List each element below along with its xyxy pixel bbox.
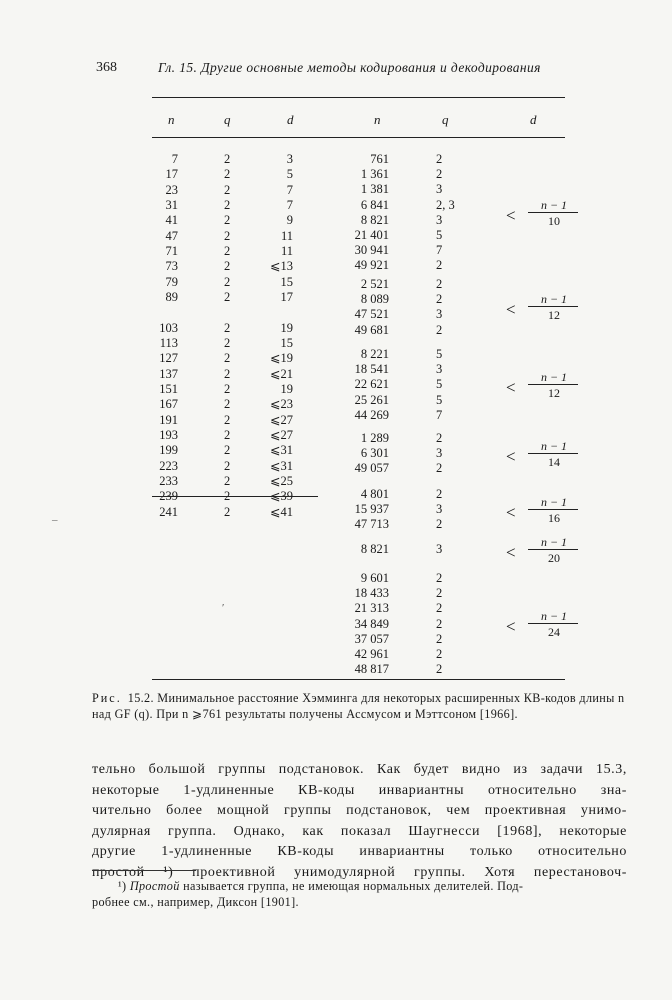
- table-cell: 2 521: [360, 277, 389, 291]
- table-cell: 6 841: [360, 197, 389, 212]
- fraction-bar: [528, 509, 578, 510]
- table-cell: 2: [224, 489, 231, 504]
- table-cell: 2: [436, 277, 443, 291]
- table-cell: 2: [436, 571, 443, 585]
- distance-bound-fraction: [506, 370, 586, 400]
- table-cell: 2: [224, 504, 231, 519]
- table-cell: 2: [224, 474, 231, 488]
- table-cell: ⩽21: [270, 366, 293, 381]
- table-cell: 8 221: [360, 347, 389, 361]
- table-cell: 2: [436, 586, 443, 601]
- table-cell: 3: [436, 182, 443, 197]
- table-cell: 6 301: [360, 446, 389, 461]
- footnote-marker: ¹): [118, 879, 127, 893]
- table-cell: 41: [165, 213, 178, 228]
- table-cell: 2: [224, 366, 231, 381]
- table-cell: 2: [436, 601, 443, 616]
- fraction-numerator: n − 1: [540, 438, 568, 453]
- table-cell: 127: [159, 351, 178, 366]
- table-cell: 2: [224, 458, 231, 473]
- less-than-symbol: <: [506, 446, 516, 466]
- table-cell: 233: [159, 474, 178, 488]
- table-cell: 2: [436, 152, 443, 166]
- table-cell: 223: [159, 458, 178, 473]
- table-cell: 8 089: [360, 292, 389, 307]
- distance-bound-fraction: [506, 439, 586, 469]
- table-cell: ⩽41: [270, 504, 293, 519]
- table-cell: 3: [436, 542, 443, 556]
- table-cell: 3: [436, 307, 443, 322]
- table-cell: 761: [370, 152, 389, 166]
- fraction-bar: [528, 623, 578, 624]
- body-line: тельно большой группы подстановок. Как будет видно из задачи 15.3,: [92, 762, 627, 777]
- table-cell: 3: [436, 362, 443, 377]
- table-cell: 9 601: [360, 571, 389, 585]
- table-cell: 18 433: [354, 586, 389, 601]
- fraction-numerator: n − 1: [540, 494, 568, 509]
- table-cell: 2: [224, 412, 231, 427]
- table-cell: 17: [165, 167, 178, 182]
- table-cell: 2: [436, 487, 443, 501]
- fraction-numerator: n − 1: [540, 609, 568, 624]
- fraction-denominator: 24: [548, 625, 560, 640]
- column-header: n: [168, 112, 175, 127]
- table-cell: 2: [224, 167, 231, 182]
- table-cell: 25 261: [354, 392, 389, 407]
- table-cell: 15: [280, 335, 293, 350]
- table-cell: 2: [436, 662, 443, 677]
- distance-bound-fraction: [506, 609, 586, 639]
- table-cell: 2: [224, 290, 231, 305]
- table-cell: 7: [286, 198, 293, 213]
- table-cell: ⩽23: [270, 397, 293, 412]
- table-bottom-rule: [152, 679, 565, 680]
- footnote: [92, 878, 627, 910]
- table-cell: 2: [224, 213, 231, 228]
- table-cell: 2: [224, 259, 231, 274]
- table-cell: ⩽25: [270, 474, 293, 488]
- table-cell: 193: [159, 427, 178, 442]
- table-cell: 21 401: [354, 228, 389, 242]
- distance-bound-fraction: [506, 292, 586, 322]
- footnote-term: Простой: [129, 879, 180, 893]
- table-cell: 7: [436, 243, 443, 258]
- body-line: другие 1-удлиненные КВ-коды инвариантны только относительно: [92, 844, 627, 860]
- fraction-denominator: 12: [548, 386, 560, 400]
- table-cell: 167: [159, 397, 178, 412]
- table-cell: 5: [436, 377, 443, 392]
- table-cell: 2: [224, 182, 231, 197]
- column-header: n: [374, 112, 381, 127]
- table-cell: 15: [280, 274, 293, 289]
- table-cell: 2: [224, 228, 231, 243]
- fraction-denominator: 14: [548, 454, 560, 469]
- figure-caption: [92, 690, 627, 722]
- table-cell: 2: [224, 335, 231, 350]
- table-cell: 7: [286, 182, 293, 197]
- table-cell: 2: [436, 431, 443, 445]
- table-cell: 21 313: [354, 601, 389, 616]
- table-cell: 2, 3: [436, 197, 455, 212]
- table-cell: ⩽31: [270, 458, 293, 473]
- column-header: q: [442, 112, 449, 127]
- less-than-symbol: <: [506, 205, 516, 225]
- table-cell: ⩽27: [270, 412, 293, 427]
- fraction-bar: [528, 453, 578, 454]
- body-paragraph: [92, 760, 627, 884]
- table-cell: 19: [280, 381, 293, 396]
- table-cell: 23: [165, 182, 178, 197]
- table-cell: 103: [159, 320, 178, 335]
- fraction-numerator: n − 1: [540, 197, 568, 212]
- table-cell: 34 849: [354, 616, 389, 631]
- less-than-symbol: <: [506, 502, 516, 522]
- table-cell: 2: [224, 381, 231, 396]
- table-cell: 19: [280, 320, 293, 335]
- fraction-bar: [528, 306, 578, 307]
- table-cell: 3: [436, 212, 443, 227]
- body-line: некоторые 1-удлиненные КВ-коды инвариантны относительно зна-: [92, 782, 627, 798]
- fraction-bar: [528, 549, 578, 550]
- table-cell: 2: [224, 427, 231, 442]
- table-cell: ⩽19: [270, 351, 293, 366]
- table-cell: 2: [436, 167, 443, 182]
- table-cell: 11: [280, 228, 293, 243]
- table-cell: 241: [159, 504, 178, 519]
- fraction-denominator: 10: [548, 213, 560, 228]
- table-cell: 5: [436, 228, 443, 242]
- table-cell: 44 269: [354, 407, 389, 422]
- table-cell: 73: [165, 259, 178, 274]
- distance-bound-fraction: [506, 198, 586, 228]
- column-header: d: [287, 112, 294, 127]
- table-cell: 1 361: [360, 167, 389, 182]
- table-cell: 8 821: [360, 212, 389, 227]
- left-table-bottom-rule: [152, 496, 318, 497]
- table-cell: 3: [436, 502, 443, 517]
- table-cell: 49 681: [354, 322, 389, 337]
- table-cell: 2: [436, 631, 443, 646]
- table-cell: 2: [224, 244, 231, 259]
- table-cell: 191: [159, 412, 178, 427]
- table-cell: 5: [286, 167, 293, 182]
- table-cell: 2: [224, 320, 231, 335]
- less-than-symbol: <: [506, 542, 516, 562]
- caption-text: 15.2. Минимальное расстояние Хэмминга для некоторых расширенных КВ-кодов длины n над GF (q). При n ⩾761 результаты получены Ассмусом и Мэттсоном [1966].: [92, 691, 625, 721]
- table-cell: ⩽13: [270, 259, 293, 274]
- table-cell: 30 941: [354, 243, 389, 258]
- fraction-numerator: n − 1: [540, 534, 568, 549]
- table-cell: ⩽31: [270, 443, 293, 458]
- table-cell: 113: [159, 335, 178, 350]
- table-cell: 2: [224, 274, 231, 289]
- table-cell: 37 057: [354, 631, 389, 646]
- page-number: 368: [96, 60, 117, 75]
- table-cell: 49 921: [354, 258, 389, 273]
- table-cell: 2: [436, 517, 443, 532]
- table-cell: ⩽39: [270, 489, 293, 504]
- table-cell: 5: [436, 392, 443, 407]
- table-cell: 71: [165, 244, 178, 259]
- fraction-numerator: n − 1: [540, 292, 568, 307]
- footnote-text: робнее см., например, Диксон [1901].: [92, 895, 299, 909]
- table-cell: 1 289: [360, 431, 389, 445]
- fraction-denominator: 20: [548, 550, 560, 565]
- table-cell: 22 621: [354, 377, 389, 392]
- table-cell: 2: [436, 292, 443, 307]
- footnote-text: называется группа, не имеющая нормальных делителей. Под-: [183, 879, 524, 893]
- table-cell: 2: [436, 461, 443, 476]
- table-top-rule: [152, 97, 565, 98]
- table-cell: 9: [286, 213, 293, 228]
- table-cell: 239: [159, 489, 178, 504]
- fraction-numerator: n − 1: [540, 370, 568, 384]
- table-cell: 2: [224, 351, 231, 366]
- table-cell: 17: [280, 290, 293, 305]
- table-cell: 2: [224, 443, 231, 458]
- fraction-denominator: 12: [548, 308, 560, 323]
- table-cell: 2: [436, 616, 443, 631]
- table-cell: 1 381: [360, 182, 389, 197]
- caption-label: Рис.: [92, 691, 122, 705]
- fraction-bar: [528, 384, 578, 385]
- column-header: q: [224, 112, 231, 127]
- table-cell: 48 817: [354, 662, 389, 677]
- fraction-bar: [528, 212, 578, 213]
- table-cell: 18 541: [354, 362, 389, 377]
- distance-bound-fraction: [506, 535, 586, 565]
- table-cell: 3: [436, 446, 443, 461]
- body-line: дулярная группа. Однако, как показал Шаугнесси [1968], некоторые: [92, 823, 627, 839]
- table-cell: 4 801: [360, 487, 389, 501]
- table-cell: 2: [436, 647, 443, 661]
- table-cell: 49 057: [354, 461, 389, 476]
- footnote-rule: [92, 870, 196, 871]
- scan-mark: ‒: [52, 514, 58, 526]
- table-cell: 199: [159, 443, 178, 458]
- less-than-symbol: <: [506, 378, 516, 397]
- table-cell: 2: [224, 198, 231, 213]
- table-cell: 47 521: [354, 307, 389, 322]
- table-cell: 2: [224, 397, 231, 412]
- table-cell: 47: [165, 228, 178, 243]
- table-cell: 8 821: [360, 542, 389, 556]
- fraction-denominator: 16: [548, 510, 560, 525]
- table-cell: 7: [171, 152, 178, 166]
- table-cell: 31: [165, 198, 178, 213]
- body-line: чительно более мощной группы подстановок, чем проективная унимо-: [92, 803, 627, 819]
- table-cell: 11: [280, 244, 293, 259]
- table-cell: 137: [159, 366, 178, 381]
- table-cell: 2: [436, 322, 443, 337]
- less-than-symbol: <: [506, 617, 516, 637]
- table-header-rule: [152, 137, 565, 138]
- body-line: простой ¹) проективной унимодулярной группы. Хотя перестановоч-: [92, 864, 627, 880]
- table-cell: 5: [436, 347, 443, 361]
- table-cell: 2: [436, 258, 443, 273]
- table-cell: 151: [159, 381, 178, 396]
- table-cell: 3: [286, 152, 293, 166]
- table-cell: 79: [165, 274, 178, 289]
- running-title: Гл. 15. Другие основные методы кодирования и декодирования: [158, 60, 541, 75]
- table-cell: 2: [224, 152, 231, 166]
- table-cell: ⩽27: [270, 427, 293, 442]
- table-cell: 42 961: [354, 647, 389, 661]
- table-cell: 15 937: [354, 502, 389, 517]
- scan-mark: ′: [222, 602, 225, 614]
- table-cell: 7: [436, 407, 443, 422]
- table-cell: 89: [165, 290, 178, 305]
- distance-bound-fraction: [506, 495, 586, 525]
- less-than-symbol: <: [506, 300, 516, 320]
- table-cell: 47 713: [354, 517, 389, 532]
- column-header: d: [530, 112, 537, 127]
